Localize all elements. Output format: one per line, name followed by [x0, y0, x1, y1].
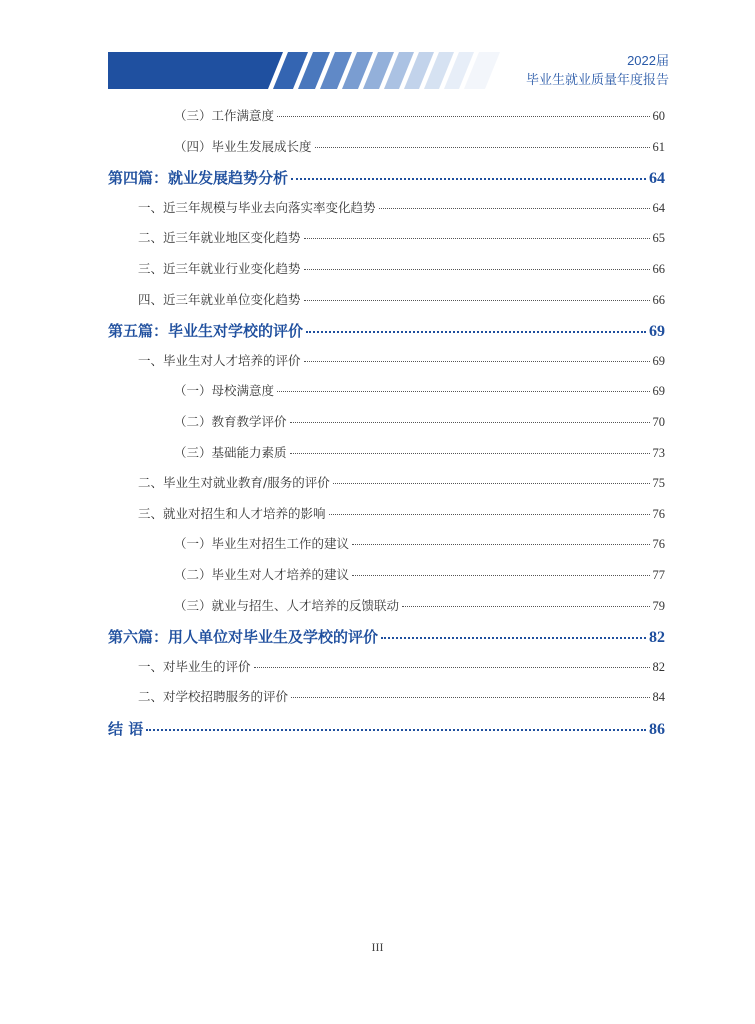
toc-entry[interactable] [174, 565, 665, 583]
toc-page-number: 70 [652, 415, 665, 429]
toc-entry-title: 第五篇：毕业生对学校的评价 [108, 322, 304, 341]
toc-page-number: 73 [652, 445, 665, 460]
toc-dot-leader [402, 606, 649, 607]
toc-entry[interactable] [174, 596, 665, 614]
toc-dot-leader [333, 483, 650, 484]
toc-chapter-entry[interactable] [108, 167, 665, 188]
toc-entry-title: （二）毕业生对人才培养的建议 [174, 567, 350, 582]
toc-page-number: 86 [649, 721, 665, 738]
toc-page-number: 69 [652, 353, 665, 368]
toc-entry-title: （二）教育教学评价 [174, 414, 287, 429]
toc-dot-leader [352, 544, 649, 545]
toc-dot-leader [277, 391, 649, 392]
toc-page-number: 84 [652, 690, 665, 705]
toc-page-number: 61 [652, 139, 665, 154]
toc-entry[interactable] [138, 228, 665, 246]
toc-entry[interactable] [174, 443, 665, 461]
toc-page-number: 76 [652, 537, 665, 552]
toc-dot-leader [146, 729, 646, 731]
toc-dot-leader [304, 300, 650, 301]
toc-entry[interactable] [174, 381, 665, 399]
toc-entry[interactable] [138, 290, 665, 308]
toc-entry[interactable] [174, 534, 665, 552]
toc-dot-leader [329, 514, 650, 515]
toc-chapter-entry[interactable] [108, 320, 665, 341]
toc-entry[interactable] [174, 137, 665, 155]
toc-dot-leader [277, 116, 649, 117]
toc-dot-leader [291, 178, 646, 180]
toc-page-number: 66 [652, 262, 665, 276]
toc-page-number: 82 [649, 629, 665, 647]
toc-dot-leader [304, 269, 650, 270]
toc-entry-title: （三）工作满意度 [174, 108, 275, 123]
toc-entry-title: 二、对学校招聘服务的评价 [138, 689, 289, 705]
toc-page-number: 66 [652, 292, 665, 307]
toc-entry[interactable] [174, 106, 665, 124]
toc-page-number: 82 [652, 659, 665, 674]
toc-entry[interactable] [138, 198, 665, 216]
toc-entry-title: 一、近三年规模与毕业去向落实率变化趋势 [138, 199, 376, 215]
toc-dot-leader [304, 238, 650, 239]
toc-dot-leader [381, 637, 646, 639]
toc-page-number: 64 [649, 170, 665, 188]
toc-entry[interactable] [138, 687, 665, 705]
toc-entry[interactable] [138, 259, 665, 277]
toc-entry-title: 第四篇：就业发展趋势分析 [108, 169, 289, 188]
page-number: III [371, 940, 384, 954]
toc-entry[interactable] [138, 657, 665, 675]
toc-entry-title: （一）母校满意度 [174, 383, 275, 399]
toc-page-number: 69 [652, 384, 665, 399]
toc-entry-title: 结 语 [108, 720, 144, 738]
toc-entry-title: （一）毕业生对招生工作的建议 [174, 536, 350, 552]
toc-page-number: 76 [652, 506, 665, 521]
toc-dot-leader [291, 697, 649, 698]
toc-entry[interactable] [138, 504, 665, 522]
toc-page-number: 65 [652, 231, 665, 246]
toc-entry-title: 第六篇：用人单位对毕业生及学校的评价 [108, 628, 379, 647]
toc-dot-leader [254, 667, 650, 668]
toc-page-number: 69 [649, 323, 665, 341]
toc-entry-title: （四）毕业生发展成长度 [174, 138, 312, 154]
toc-page-number: 64 [652, 200, 665, 215]
toc-dot-leader [290, 453, 650, 454]
toc-dot-leader [306, 331, 646, 333]
toc-page-number: 77 [652, 568, 665, 582]
toc-entry[interactable] [174, 412, 665, 430]
toc-entry-title: 二、毕业生对就业教育/服务的评价 [138, 475, 330, 491]
toc-entry-title: 三、就业对招生和人才培养的影响 [138, 505, 326, 521]
toc-page-number: 75 [652, 476, 665, 491]
toc-entry[interactable] [138, 473, 665, 491]
header-decorative-band [108, 52, 503, 89]
toc-dot-leader [304, 361, 650, 362]
toc-dot-leader [379, 208, 650, 209]
report-title: 毕业生就业质量年度报告 [525, 73, 669, 88]
toc-entry-title: 一、毕业生对人才培养的评价 [138, 352, 301, 368]
toc-entry-title: 二、近三年就业地区变化趋势 [138, 230, 301, 246]
toc-entry[interactable] [138, 351, 665, 369]
toc-entry-title: 三、近三年就业行业变化趋势 [138, 261, 301, 276]
toc-dot-leader [352, 575, 649, 576]
toc-entry-title: （三）就业与招生、人才培养的反馈联动 [174, 597, 400, 613]
toc-entry-title: 一、对毕业生的评价 [138, 658, 251, 674]
toc-dot-leader [290, 422, 650, 423]
toc-page-number: 60 [652, 109, 665, 123]
toc-entry-title: 四、近三年就业单位变化趋势 [138, 291, 301, 307]
toc-chapter-entry[interactable] [108, 626, 665, 647]
toc-chapter-entry[interactable] [108, 718, 665, 739]
report-year: 2022届 [627, 53, 669, 68]
toc-dot-leader [315, 147, 650, 148]
toc-page-number: 79 [652, 598, 665, 613]
toc-entry-title: （三）基础能力素质 [174, 444, 287, 460]
